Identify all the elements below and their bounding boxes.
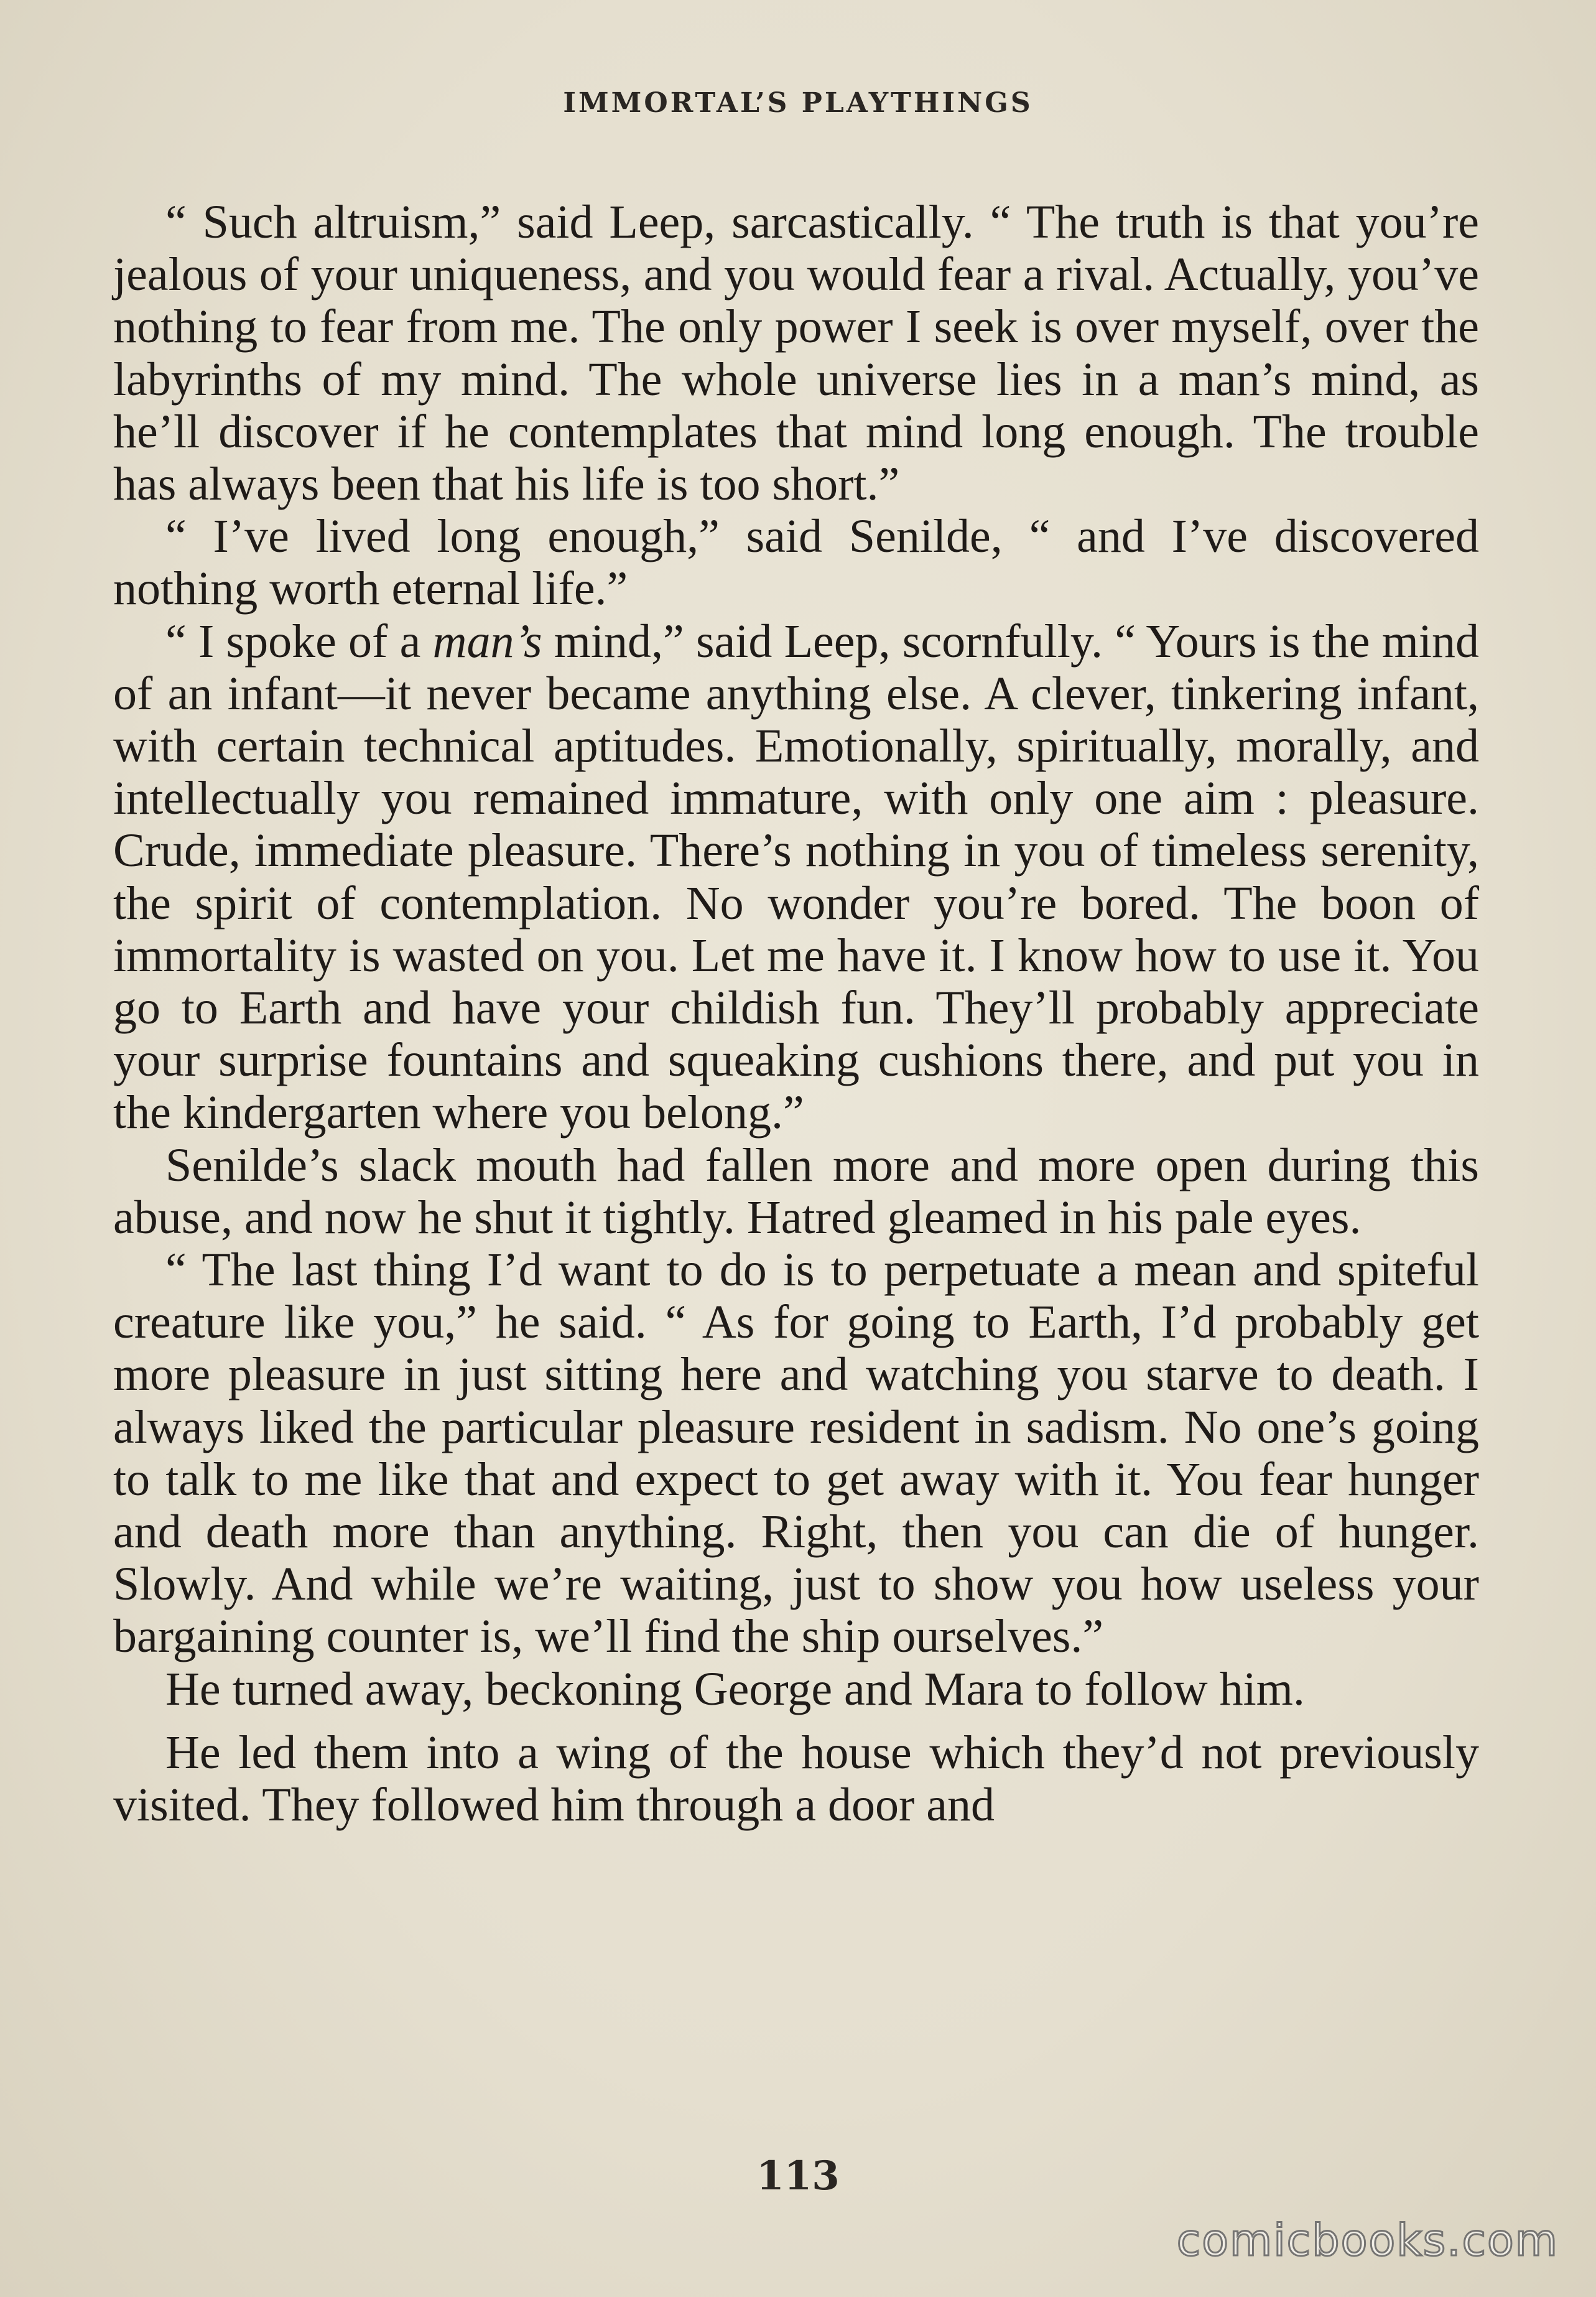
paragraph: “ I’ve lived long enough,” said Senilde, “ and I’ve discovered nothing worth eternal life.”	[113, 510, 1479, 615]
page-number: 113	[756, 2153, 840, 2199]
paragraph-text: mind,” said Leep, scornfully. “ Yours is the mind of an infant—it never became anything else. A clever, tinkering infant, with certain technical aptitudes. Emotionally, spiritually, morally, and intellectually you remained immature, with only one aim : pleasure. Crude, immediate pleasure. There’s nothing in you of timeless serenity, the spirit of contemplation. No wonder you’re bored. The boon of immortality is wasted on you. Let me have it. I know how to use it. You go to Earth and have your childish fun. They’ll probably appreciate your surprise fountains and squeaking cushions there, and put you in the kindergarten where you belong.”	[113, 615, 1479, 1139]
body-text	[113, 196, 1479, 1831]
paragraph: “ The last thing I’d want to do is to perpetuate a mean and spiteful creature like you,” he said. “ As for going to Earth, I’d probably get more pleasure in just sitting here and watching you starve to death. I always liked the particular pleasure resident in sadism. No one’s going to talk to me like that and expect to get away with it. You fear hunger and death more than anything. Right, then you can die of hunger. Slowly. And while we’re waiting, just to show you how useless your bargaining counter is, we’ll find the ship ourselves.”	[113, 1244, 1479, 1663]
paragraph-text: “ I spoke of a	[165, 615, 433, 668]
site-watermark: comicbooks.com	[1176, 2215, 1559, 2266]
emphasized-word: man’s	[432, 615, 542, 668]
paragraph: “ Such altruism,” said Leep, sarcastically. “ The truth is that you’re jealous of your uniqueness, and you would fear a rival. Actually, you’ve nothing to fear from me. The only power I seek is over myself, over the labyrinths of my mind. The whole universe lies in a man’s mind, as he’ll discover if he contemplates that mind long enough. The trouble has always been that his life is too short.”	[113, 196, 1479, 511]
paragraph: Senilde’s slack mouth had fallen more and more open during this abuse, and now he shut it tightly. Hatred gleamed in his pale eyes.	[113, 1139, 1479, 1244]
paragraph: He led them into a wing of the house which they’d not previously visited. They followed him through a door and	[113, 1726, 1479, 1832]
paragraph: He turned away, beckoning George and Mara to follow him.	[165, 1662, 1305, 1715]
running-title: IMMORTAL’S PLAYTHINGS	[563, 87, 1033, 119]
paragraph	[113, 615, 1479, 1139]
